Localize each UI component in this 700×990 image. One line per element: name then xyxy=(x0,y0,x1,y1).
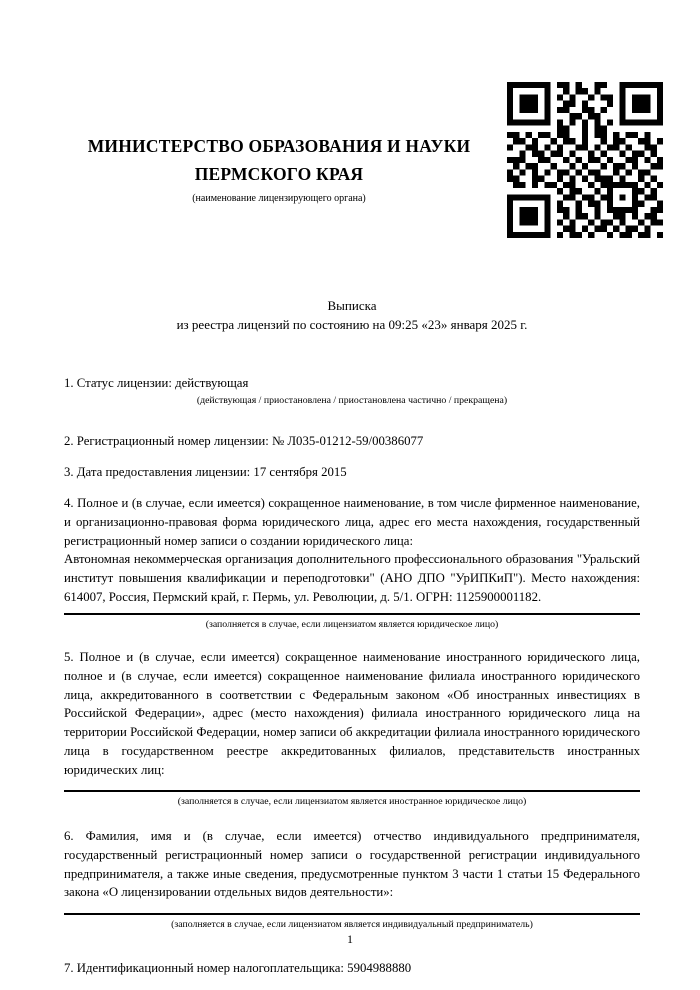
license-status-note: (действующая / приостановлена / приостановлена частично / прекращена) xyxy=(196,394,508,406)
document-title xyxy=(64,296,640,334)
foreign-entity-note: (заполняется в случае, если лицензиатом является иностранное юридическое лицо) xyxy=(177,796,527,808)
licensing-authority-name-line1: МИНИСТЕРСТВО ОБРАЗОВАНИЯ И НАУКИ xyxy=(87,136,471,156)
licensing-authority-name-line2: ПЕРМСКОГО КРАЯ xyxy=(194,164,364,184)
licensing-authority-name xyxy=(64,132,494,188)
entrepreneur-note: (заполняется в случае, если лицензиатом является индивидуальный предприниматель) xyxy=(171,919,533,931)
qr-code-icon xyxy=(507,82,663,238)
fill-line-foreign-entity xyxy=(64,790,640,792)
license-grant-date: 3. Дата предоставления лицензии: 17 сентября 2015 xyxy=(64,465,347,480)
page-number: 1 xyxy=(347,932,353,946)
document-title-line1: Выписка xyxy=(327,298,377,313)
document-header xyxy=(64,0,640,238)
taxpayer-inn: 7. Идентификационный номер налогоплательщика: 5904988880 xyxy=(64,961,412,976)
document-title-line2: из реестра лицензий по состоянию на 09:25 «23» января 2025 г. xyxy=(176,317,528,332)
license-status: 1. Статус лицензии: действующая xyxy=(64,376,249,390)
licensing-authority-caption: (наименование лицензирующего органа) xyxy=(192,193,366,204)
legal-entity-answer: Автономная некоммерческая организация дополнительного профессионального образования "Уральский институт повышения квалификации и переподготовки" (АНО ДПО "УрИПКиП"). Место нахождения: 614007, Россия, Пермский край, г. Пермь, ул. Революции, д. 5/1. ОГРН: 1125900001182. xyxy=(64,552,640,604)
license-reg-number: 2. Регистрационный номер лицензии: № Л035-01212-59/00386077 xyxy=(64,433,424,448)
fill-line-legal-entity xyxy=(64,613,640,615)
entrepreneur-question: 6. Фамилия, имя и (в случае, если имеется) отчество индивидуального предпринимателя, государственный регистрационный номер записи о государственной регистрации индивидуального предпринимателя, а также иные сведения, предусмотренные пунктом 3 части 1 статьи 15 Федерального закона «О лицензировании отдельных видов деятельности»: xyxy=(64,829,640,900)
legal-entity-question: 4. Полное и (в случае, если имеется) сокращенное наименование, в том числе фирменное наименование, и организационно-правовая форма юридического лица, адрес его места нахождения, государственный регистрационный номер записи о создании юридического лица: xyxy=(64,496,640,548)
foreign-entity-question: 5. Полное и (в случае, если имеется) сокращенное наименование иностранного юридического лица, полное и (в случае, если имеется) сокращенное наименование филиала иностранного юридического лица, аккредитованного в соответствии с Федеральным законом «Об иностранных инвестициях в Российской Федерации», адрес (место нахождения) филиала иностранного юридического лица на территории Российской Федерации, номер записи об аккредитации филиала иностранного юридического лица в государственном реестре аккредитованных филиалов, представительств иностранных юридических лиц: xyxy=(64,650,640,777)
legal-entity-note: (заполняется в случае, если лицензиатом является юридическое лицо) xyxy=(205,619,499,631)
licensing-authority-block xyxy=(64,132,494,204)
fill-line-entrepreneur xyxy=(64,913,640,915)
